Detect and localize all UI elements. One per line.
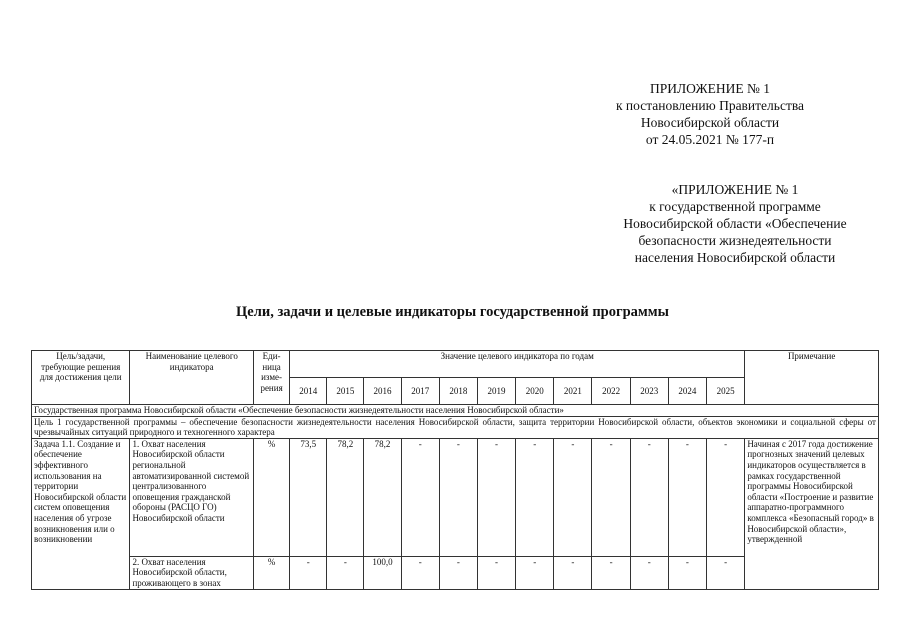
appendix-line: Новосибирской области «Обеспечение (623, 216, 847, 231)
appendix-line: ПРИЛОЖЕНИЕ № 1 (649, 81, 771, 96)
header-indicator: Наименование целевого индикатора (130, 351, 254, 405)
table-row-goal (32, 416, 879, 438)
value-cell: 78,2 (327, 438, 364, 556)
value-cell: - (592, 438, 630, 556)
value-cell: - (516, 556, 554, 589)
value-cell: - (290, 556, 327, 589)
appendix-header-resolution (590, 80, 830, 148)
appendix-line: к постановлению Правительства (615, 98, 805, 113)
document-title: Цели, задачи и целевые индикаторы государственной программы (236, 304, 669, 320)
value-cell: - (516, 438, 554, 556)
indicator-cell: 2. Охват населения Новосибирской области, проживающего в зонах (130, 556, 254, 589)
header-year: 2019 (477, 378, 515, 405)
appendix-line: «ПРИЛОЖЕНИЕ № 1 (671, 182, 799, 197)
appendix-line: к государственной программе (649, 199, 821, 214)
appendix-line: населения Новосибирской области (634, 250, 836, 265)
value-cell: - (707, 438, 745, 556)
header-note: Примечание (745, 351, 879, 405)
header-unit: Еди-ница изме-рения (254, 351, 290, 405)
value-cell: - (707, 556, 745, 589)
value-cell: - (401, 556, 439, 589)
value-cell: - (668, 438, 706, 556)
header-year: 2023 (630, 378, 668, 405)
value-cell: - (327, 556, 364, 589)
value-cell: 100,0 (364, 556, 401, 589)
table-row-program (32, 405, 879, 417)
value-cell: - (592, 556, 630, 589)
indicator-cell: 1. Охват населения Новосибирской области региональной автоматизированной системой централизованного оповещения гражданской обороны (РАСЦО ГО) Новосибирской области (130, 438, 254, 556)
header-year: 2025 (707, 378, 745, 405)
value-cell: - (439, 556, 477, 589)
header-year: 2024 (668, 378, 706, 405)
value-cell: - (477, 556, 515, 589)
header-year: 2017 (401, 378, 439, 405)
unit-cell: % (254, 438, 290, 556)
appendix-line: безопасности жизнедеятельности (638, 233, 832, 248)
value-cell: 78,2 (364, 438, 401, 556)
value-cell: - (439, 438, 477, 556)
value-cell: - (630, 556, 668, 589)
appendix-header-program (590, 181, 880, 266)
task-cell: Задача 1.1. Создание и обеспечение эффективного использования на территории Новосибирской области систем оповещения населения об угрозе возникновения или о возникновении (32, 438, 130, 589)
appendix-line: Новосибирской области (640, 115, 780, 130)
header-year: 2016 (364, 378, 401, 405)
value-cell: - (401, 438, 439, 556)
value-cell: 73,5 (290, 438, 327, 556)
value-cell: - (668, 556, 706, 589)
value-cell: - (477, 438, 515, 556)
value-cell: - (630, 438, 668, 556)
header-year: 2015 (327, 378, 364, 405)
value-cell: - (554, 438, 592, 556)
header-year: 2020 (516, 378, 554, 405)
goals-indicators-table (31, 350, 879, 590)
header-values-by-year: Значение целевого индикатора по годам (290, 351, 745, 378)
header-year: 2022 (592, 378, 630, 405)
table-row (32, 438, 879, 556)
unit-cell: % (254, 556, 290, 589)
program-cell: Государственная программа Новосибирской области «Обеспечение безопасности жизнедеятельности населения Новосибирской области» (32, 405, 879, 417)
goal-cell: Цель 1 государственной программы – обеспечение безопасности жизнедеятельности населения Новосибирской области, защита территории Новосибирской области, объектов экономики и социальной сферы от чрезвычайных ситуаций природного и техногенного характера (32, 416, 879, 438)
appendix-line: от 24.05.2021 № 177-п (645, 132, 775, 147)
note-cell: Начиная с 2017 года достижение прогнозных значений целевых индикаторов осуществляется в рамках государственной программы Новосибирской области «Построение и развитие аппаратно-программного комплекса «Безопасный город» в Новосибирской области», утвержденной (745, 438, 879, 589)
header-goal: Цель/задачи, требующие решения для достижения цели (32, 351, 130, 405)
value-cell: - (554, 556, 592, 589)
header-year: 2018 (439, 378, 477, 405)
header-year: 2021 (554, 378, 592, 405)
header-year: 2014 (290, 378, 327, 405)
